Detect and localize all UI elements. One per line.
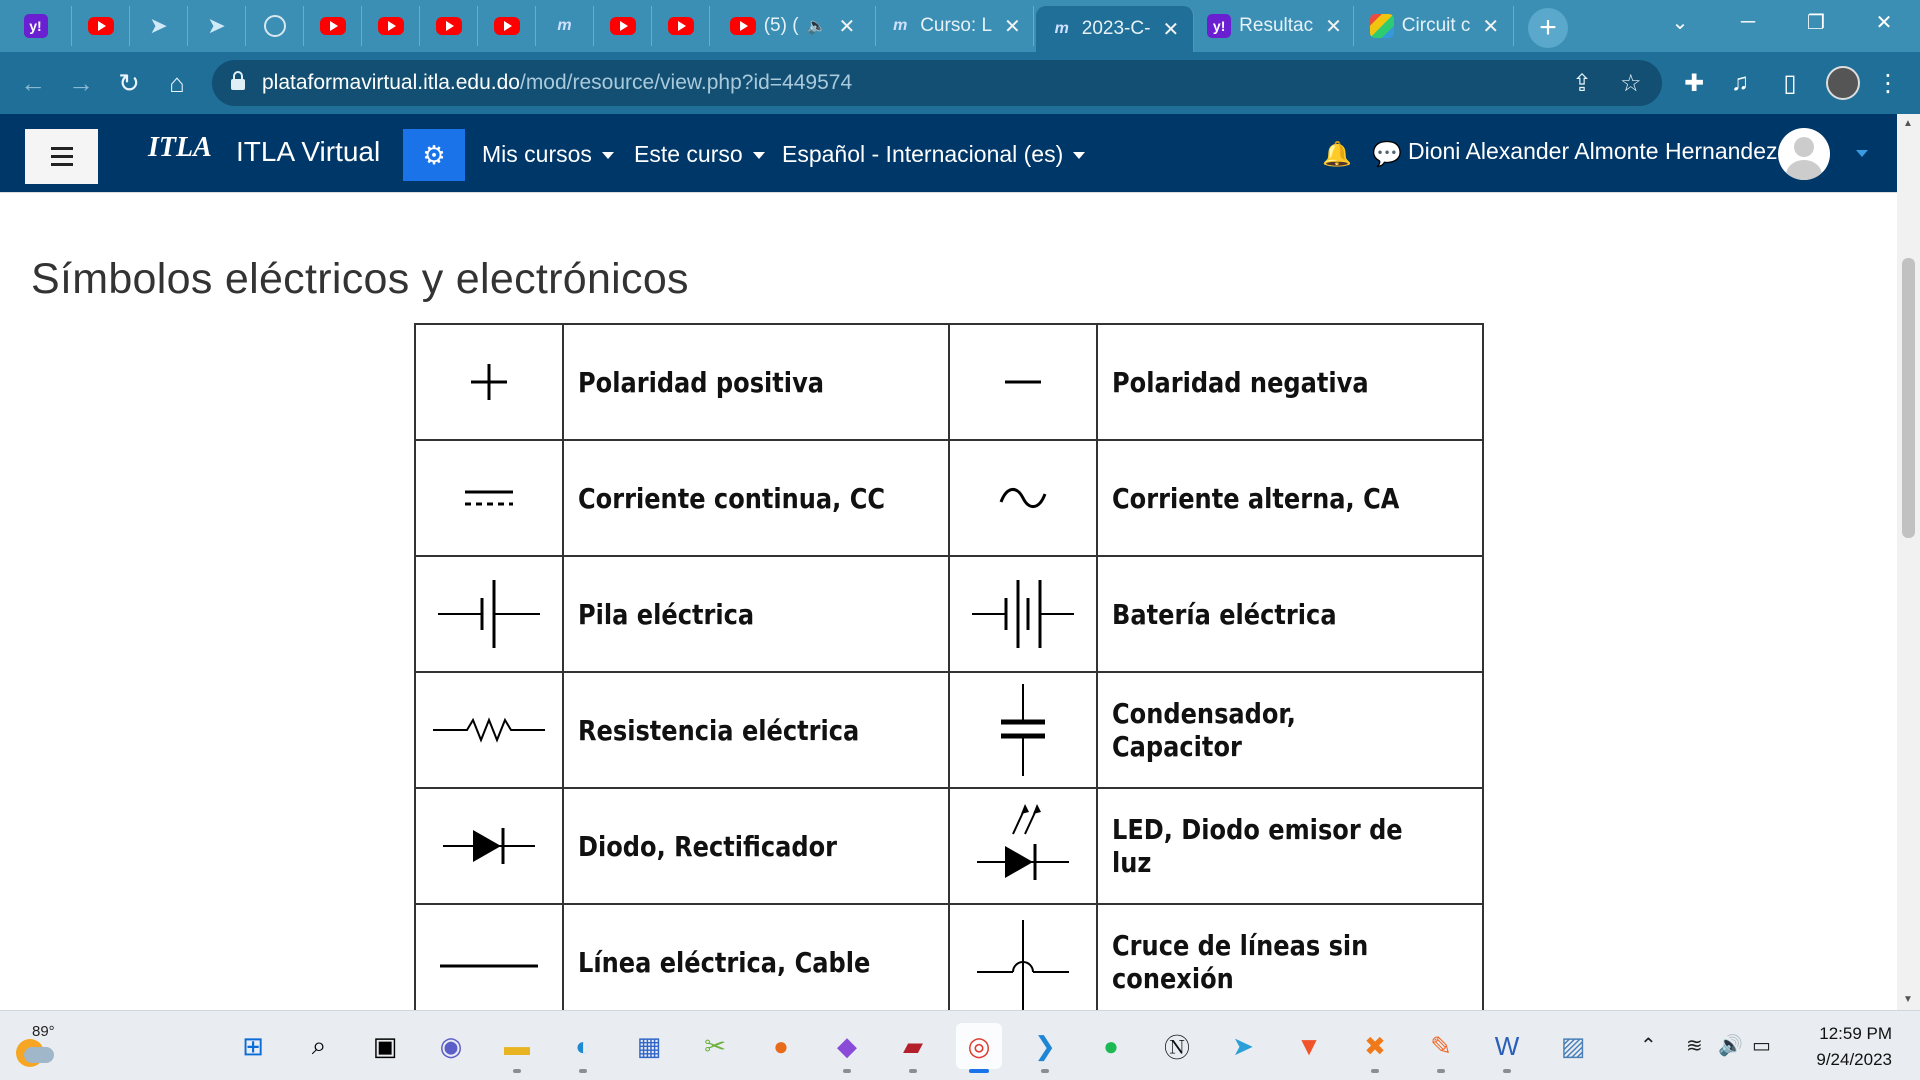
edge-icon[interactable]: ◐ [560, 1023, 606, 1069]
moodle-icon: m [557, 17, 572, 34]
symbol-label: Diodo, Rectificador [563, 788, 949, 904]
battery-symbol [949, 556, 1097, 672]
microsoft-store-icon[interactable]: ▦ [636, 1030, 662, 1061]
telegram-icon[interactable]: ➤ [1232, 1030, 1254, 1061]
telegram-icon: ➤ [149, 13, 168, 38]
symbol-label: Condensador, Capacitor [1097, 672, 1483, 788]
table-row [415, 904, 1483, 1010]
lock-icon [230, 71, 246, 91]
tab-youtube[interactable] [420, 6, 478, 46]
caret-down-icon [1073, 152, 1085, 159]
close-icon[interactable]: ✕ [1162, 18, 1180, 41]
restore-button[interactable]: ❐ [1807, 11, 1825, 34]
tab-title: Resultac [1239, 15, 1314, 36]
caret-down-icon [753, 152, 765, 159]
scrollbar-thumb[interactable] [1902, 258, 1915, 538]
table-row [415, 788, 1483, 904]
capacitor-symbol [949, 672, 1097, 788]
task-view-icon[interactable]: ▣ [372, 1030, 398, 1061]
telegram-icon: ➤ [207, 13, 226, 38]
menu-label: Mis cursos [482, 141, 592, 167]
table-row [415, 556, 1483, 672]
chatgpt-icon [264, 15, 286, 37]
drawing-app-icon[interactable]: ✎ [1418, 1023, 1464, 1069]
symbol-label: Polaridad positiva [563, 324, 949, 440]
youtube-icon [610, 17, 636, 35]
minimize-button[interactable]: ─ [1740, 10, 1756, 33]
youtube-icon [88, 17, 114, 35]
tab-yahoo[interactable] [0, 6, 72, 46]
youtube-icon [494, 17, 520, 35]
positive-polarity-symbol [415, 324, 563, 440]
tab-youtube[interactable] [304, 6, 362, 46]
notification-bell-icon[interactable]: 🔔 [1322, 141, 1352, 168]
direct-current-symbol [415, 440, 563, 556]
user-name[interactable]: Dioni Alexander Almonte Hernandez [1408, 138, 1778, 164]
brave-icon[interactable]: ▼ [1296, 1030, 1322, 1061]
tab-youtube-audio[interactable] [710, 6, 876, 46]
yahoo-icon: y! [24, 14, 48, 38]
circuit-icon [1370, 14, 1394, 38]
chrome-icon[interactable]: ◎ [956, 1023, 1002, 1069]
browser-tab-strip [0, 0, 1920, 52]
tab-youtube[interactable] [594, 6, 652, 46]
wifi-icon[interactable]: ≋ [1686, 1035, 1703, 1057]
tab-telegram[interactable] [130, 6, 188, 46]
close-icon[interactable]: ✕ [838, 15, 856, 38]
itla-logo[interactable]: ITLA [148, 132, 212, 163]
back-button[interactable]: ← [20, 67, 46, 98]
browser-menu-icon[interactable]: ⋮ [1876, 69, 1900, 97]
tab-moodle[interactable] [536, 6, 594, 46]
tab-yahoo-results[interactable] [1196, 6, 1354, 46]
menu-label: Español - Internacional (es) [782, 141, 1064, 167]
yahoo-icon: y! [1207, 14, 1231, 38]
symbol-label: LED, Diodo emisor de luz [1097, 788, 1483, 904]
youtube-icon [320, 17, 346, 35]
page-scrollbar[interactable] [1897, 114, 1920, 1010]
file-explorer-icon[interactable]: ▬ [494, 1023, 540, 1069]
tab-telegram[interactable] [188, 6, 246, 46]
tab-title: Curso: L [920, 15, 993, 36]
table-row [415, 324, 1483, 440]
crossing-wires-symbol [949, 904, 1097, 1010]
caret-down-icon [602, 152, 614, 159]
symbol-label: Batería eléctrica [1097, 556, 1483, 672]
symbol-label: Pila eléctrica [563, 556, 949, 672]
moodle-icon: m [893, 17, 908, 34]
windows-start-icon[interactable]: ⊞ [242, 1030, 264, 1061]
tab-search-button[interactable]: ⌄ [1671, 11, 1689, 34]
menu-este-curso[interactable] [634, 141, 765, 168]
teams-chat-icon[interactable]: ◉ [439, 1030, 463, 1061]
symbols-table [414, 323, 1484, 1010]
user-avatar[interactable] [1778, 128, 1830, 180]
messages-icon[interactable]: 💬 [1372, 141, 1402, 168]
symbol-label: Resistencia eléctrica [563, 672, 949, 788]
symbol-label: Cruce de líneas sin conexión [1097, 904, 1483, 1010]
table-row [415, 440, 1483, 556]
system-clock[interactable] [1800, 1021, 1892, 1073]
clock-time: 12:59 PM [1819, 1024, 1892, 1043]
image-viewer-icon[interactable]: ▨ [1560, 1030, 1586, 1061]
close-icon[interactable]: ✕ [1004, 15, 1021, 38]
page-content [0, 192, 1897, 1010]
url-host: plataformavirtual.itla.edu.do [262, 71, 520, 94]
negative-polarity-symbol [949, 324, 1097, 440]
page-title: Símbolos eléctricos y electrónicos [31, 255, 689, 303]
user-menu-caret-icon[interactable] [1856, 150, 1868, 157]
tab-title: Circuit c [1401, 15, 1471, 36]
tab-youtube[interactable] [72, 6, 130, 46]
diode-symbol [415, 788, 563, 904]
close-icon[interactable]: ✕ [1482, 15, 1500, 38]
volume-icon[interactable]: 🔊 [1718, 1035, 1743, 1057]
youtube-icon [730, 17, 756, 35]
tab-circuit[interactable] [1356, 6, 1514, 46]
moodle-navbar [0, 114, 1897, 192]
tab-youtube[interactable] [362, 6, 420, 46]
browser-toolbar [0, 52, 1920, 114]
youtube-icon [378, 17, 404, 35]
bookmark-star-icon[interactable]: ☆ [1620, 70, 1642, 97]
tab-moodle-active[interactable] [1036, 6, 1194, 52]
address-bar[interactable] [212, 60, 1662, 106]
symbol-label: Línea eléctrica, Cable [563, 904, 949, 1010]
search-icon[interactable]: ⌕ [311, 1030, 327, 1060]
side-panel-icon[interactable]: ▯ [1783, 69, 1797, 97]
share-icon[interactable]: ⇪ [1572, 70, 1593, 97]
cell-symbol [415, 556, 563, 672]
visual-studio-icon[interactable]: ◆ [824, 1023, 870, 1069]
menu-language[interactable] [782, 141, 1085, 168]
tab-title: 2023-C- [1081, 18, 1151, 39]
firefox-icon[interactable]: ● [773, 1030, 789, 1061]
word-icon[interactable]: W [1484, 1023, 1530, 1069]
close-window-button[interactable]: ✕ [1875, 11, 1893, 34]
gear-icon[interactable]: ⚙ [403, 129, 465, 181]
cloud-icon [24, 1047, 54, 1063]
tab-moodle-course[interactable] [876, 6, 1034, 46]
tab-youtube[interactable] [478, 6, 536, 46]
home-button[interactable]: ⌂ [169, 67, 185, 98]
moodle-icon: m [1054, 20, 1069, 37]
site-name[interactable]: ITLA Virtual [236, 136, 381, 167]
close-icon[interactable]: ✕ [1325, 15, 1342, 38]
symbol-label: Corriente alterna, CA [1097, 440, 1483, 556]
tab-title: (5) ( [763, 15, 799, 36]
media-control-icon[interactable]: ♫ [1731, 69, 1749, 96]
wire-symbol [415, 904, 563, 1010]
extensions-icon[interactable]: ✚ [1683, 69, 1705, 97]
show-hidden-icons-icon[interactable]: ⌃ [1640, 1035, 1657, 1057]
tab-youtube[interactable] [652, 6, 710, 46]
symbol-label: Corriente continua, CC [563, 440, 949, 556]
alternating-current-symbol [949, 440, 1097, 556]
reload-button[interactable]: ↻ [118, 67, 140, 98]
speaker-icon[interactable]: 🔈 [806, 18, 827, 35]
browser-profile-avatar[interactable] [1826, 66, 1860, 100]
url-path: /mod/resource/view.php?id=449574 [519, 71, 853, 94]
weather-temp: 89° [32, 1023, 55, 1040]
led-symbol [949, 788, 1097, 904]
table-row [415, 672, 1483, 788]
resistor-symbol [415, 672, 563, 788]
scroll-down-arrow-icon[interactable]: ▼ [1903, 994, 1913, 1005]
youtube-icon [668, 17, 694, 35]
weather-widget[interactable] [14, 1023, 54, 1067]
xampp-icon[interactable]: ✖ [1352, 1023, 1398, 1069]
vscode-icon[interactable]: ❯ [1022, 1023, 1068, 1069]
terminal-app-icon[interactable]: ▰ [890, 1023, 936, 1069]
clock-date: 9/24/2023 [1816, 1050, 1892, 1069]
new-tab-button[interactable]: + [1528, 8, 1568, 48]
menu-mis-cursos[interactable] [482, 141, 614, 168]
youtube-icon [436, 17, 462, 35]
menu-label: Este curso [634, 141, 743, 167]
tab-chatgpt[interactable] [246, 6, 304, 46]
battery-icon[interactable]: ▭ [1752, 1035, 1771, 1057]
spotify-icon[interactable]: ● [1103, 1030, 1119, 1061]
windows-taskbar [0, 1010, 1920, 1080]
url-text [262, 71, 852, 95]
notion-icon[interactable]: Ⓝ [1163, 1032, 1190, 1063]
file-manager-icon[interactable]: ✂ [704, 1030, 726, 1061]
forward-button[interactable]: → [68, 67, 94, 98]
scroll-up-arrow-icon[interactable]: ▲ [1903, 118, 1913, 129]
drawer-toggle-button[interactable] [25, 129, 98, 184]
symbol-label: Polaridad negativa [1097, 324, 1483, 440]
